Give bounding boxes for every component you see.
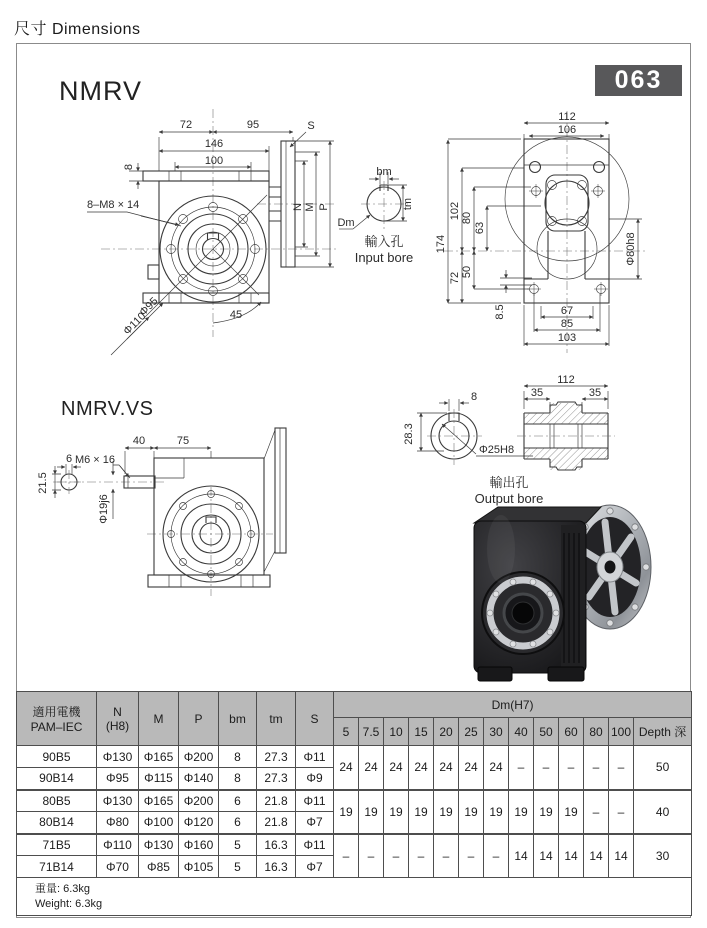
dim-label: 112 <box>558 111 576 123</box>
header-ratio: 5 <box>334 718 359 746</box>
table-row: 90B14 Φ95 Φ115 Φ140 8 27.3 Φ9 <box>17 768 692 790</box>
dim-label: S <box>307 120 315 132</box>
header-s: S <box>296 692 334 746</box>
dim-label: 40 <box>132 435 146 447</box>
dim-label: 8 <box>470 391 478 403</box>
size-badge: 063 <box>595 65 682 96</box>
dim-label: Φ19j6 <box>98 494 110 524</box>
header-motor: 適用電機 PAM–IEC <box>17 692 97 746</box>
depth-cell: 50 <box>634 746 692 790</box>
depth-cell: 30 <box>634 834 692 878</box>
dim-label: 35 <box>588 387 602 399</box>
product-photo <box>474 505 651 681</box>
header-ratio: 7.5 <box>359 718 384 746</box>
caption-zh: 輸入孔 <box>364 234 404 249</box>
dim-label: 8.5 <box>494 304 506 320</box>
header-n: N (H8) <box>97 692 139 746</box>
weight-note-row <box>17 878 692 916</box>
nmrv-front-view-drawing <box>87 109 339 355</box>
header-ratio: 60 <box>559 718 584 746</box>
header-ratio: 50 <box>534 718 559 746</box>
input-bore-drawing <box>337 166 414 265</box>
dim-label: Φ25H8 <box>479 444 515 456</box>
page-title: 尺寸 Dimensions <box>14 21 141 38</box>
dim-label: 28.3 <box>403 423 415 445</box>
dim-label: 72 <box>179 119 193 131</box>
dim-label: 103 <box>557 332 577 344</box>
dim-label: 75 <box>176 435 190 447</box>
caption-en: Input bore <box>354 250 414 265</box>
dim-label: 146 <box>204 138 224 150</box>
dim-label: Φ80h8 <box>625 232 637 266</box>
dim-label: 72 <box>449 271 461 285</box>
table-row: 80B14 Φ80 Φ100 Φ120 6 21.8 Φ7 <box>17 812 692 834</box>
dim-label: 67 <box>560 305 574 317</box>
header-depth: Depth 深 <box>634 718 692 746</box>
dim-label: 102 <box>449 201 461 221</box>
header-ratio: 20 <box>434 718 459 746</box>
header-ratio: 15 <box>409 718 434 746</box>
output-section-drawing <box>517 374 615 470</box>
header-ratio: 10 <box>384 718 409 746</box>
header-dm-group: Dm(H7) <box>334 692 692 718</box>
header-tm: tm <box>257 692 296 746</box>
nmrv-vs-drawing <box>37 428 286 596</box>
dim-label: N <box>292 203 304 211</box>
dim-label: 8 <box>123 163 135 171</box>
dim-label: 63 <box>474 221 486 235</box>
depth-cell: 40 <box>634 790 692 834</box>
rear-view-drawing <box>435 111 647 353</box>
weight-zh: 重量: 6.3kg <box>35 882 91 895</box>
dim-label: M <box>304 202 316 212</box>
table-row: 90B5 Φ130 Φ165 Φ200 8 27.3 Φ11 24 24 24 24 24 24 24 – – – – – 50 <box>17 746 692 768</box>
dim-label: 106 <box>557 124 577 136</box>
header-bm: bm <box>219 692 257 746</box>
table-row: 80B5 Φ130 Φ165 Φ200 6 21.8 Φ11 19 19 19 19 19 19 19 19 19 19 – – 40 <box>17 790 692 812</box>
weight-en: Weight: 6.3kg <box>35 897 103 910</box>
dim-label: bm <box>376 166 392 178</box>
dim-label: 6 <box>65 453 73 465</box>
dim-label: 112 <box>557 374 575 386</box>
header-ratio: 40 <box>509 718 534 746</box>
technical-drawings <box>17 44 690 692</box>
dim-label: 85 <box>560 318 574 330</box>
dim-label: 35 <box>530 387 544 399</box>
nmrv-heading: NMRV <box>59 76 143 106</box>
dim-label: 174 <box>435 234 447 254</box>
caption-en: Output bore <box>474 491 544 506</box>
dim-label: 95 <box>246 119 260 131</box>
table-row: 71B5 Φ110 Φ130 Φ160 5 16.3 Φ11 – – – – – – – 14 14 14 14 14 30 <box>17 834 692 856</box>
dim-label: 8–M8 × 14 <box>87 199 140 211</box>
header-ratio: 100 <box>609 718 634 746</box>
dim-label: tm <box>402 197 414 211</box>
header-ratio: 80 <box>584 718 609 746</box>
output-bore-drawing <box>403 391 543 506</box>
caption-zh: 輸出孔 <box>489 475 529 490</box>
header-m: M <box>139 692 179 746</box>
header-ratio: 30 <box>484 718 509 746</box>
dim-label: Φ95 <box>137 295 161 319</box>
dim-label: Dm <box>337 217 355 229</box>
dim-label: 45 <box>229 309 243 321</box>
dim-label: M6 × 16 <box>74 454 116 466</box>
header-p: P <box>179 692 219 746</box>
header-ratio: 25 <box>459 718 484 746</box>
dim-label: P <box>318 203 330 211</box>
dim-label: 21.5 <box>37 472 49 494</box>
table-row: 71B14 Φ70 Φ85 Φ105 5 16.3 Φ7 <box>17 856 692 878</box>
dimensions-table <box>16 691 692 916</box>
dim-label: Φ110 <box>121 310 149 338</box>
dim-label: 80 <box>461 211 473 225</box>
dim-label: 100 <box>204 155 224 167</box>
dim-label: 50 <box>461 265 473 279</box>
nmrv-vs-heading: NMRV.VS <box>61 398 154 420</box>
